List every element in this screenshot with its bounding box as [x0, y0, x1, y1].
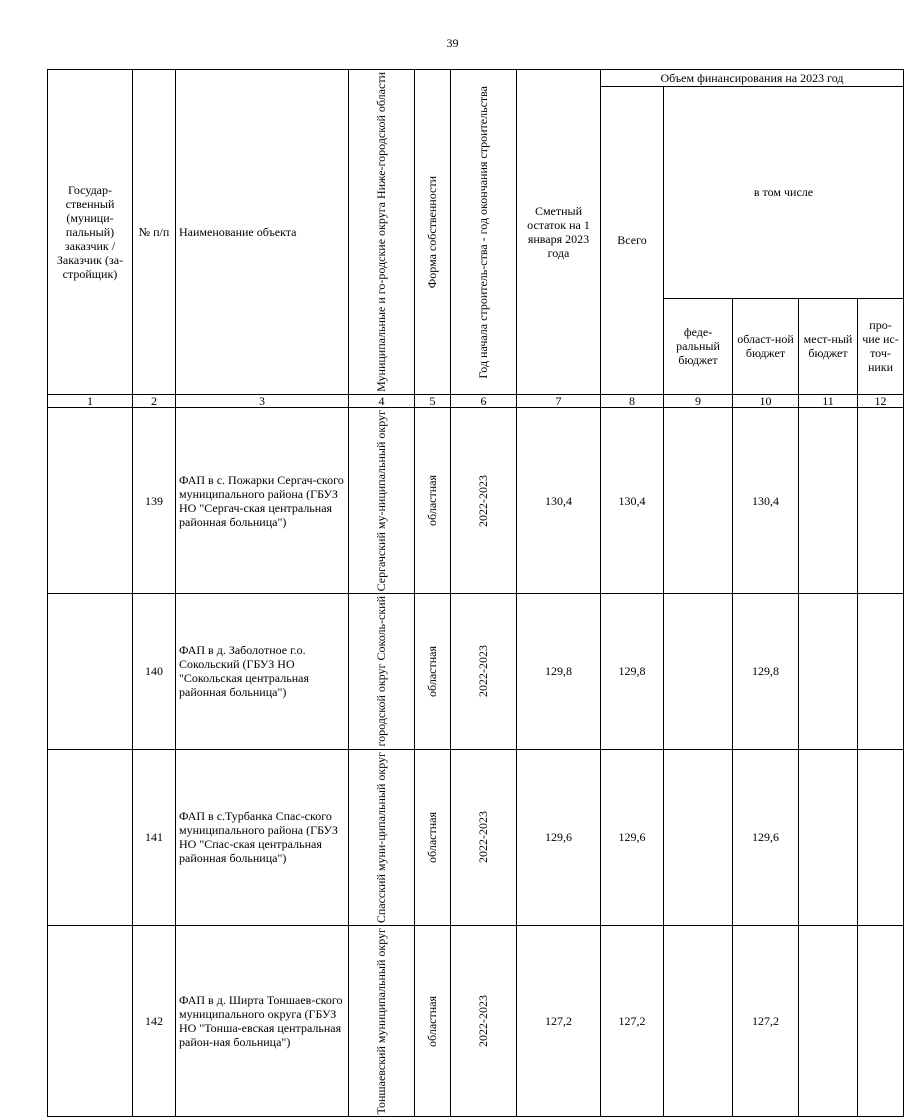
local-cell — [799, 594, 858, 749]
federal-cell — [664, 407, 733, 593]
remainder-cell: 129,6 — [517, 749, 601, 925]
page-number: 39 — [446, 36, 459, 50]
object-name: ФАП в д. Ширта Тоншаев-ского муниципального округа (ГБУЗ НО "Тонша-евская центральная район-ная больница") — [176, 925, 349, 1116]
ownership-cell: областная — [415, 594, 451, 749]
table-row — [48, 749, 904, 925]
total-cell: 130,4 — [601, 407, 664, 593]
ownership-cell: областная — [415, 925, 451, 1116]
other-cell — [858, 407, 904, 593]
remainder-cell: 129,8 — [517, 594, 601, 749]
local-cell — [799, 407, 858, 593]
row-number: 139 — [133, 407, 176, 593]
column-number: 12 — [858, 394, 904, 407]
column-number: 9 — [664, 394, 733, 407]
header-district: Муниципальные и го-родские округа Ниже-городской области — [349, 70, 415, 395]
object-name: ФАП в с.Турбанка Спас-ского муниципального района (ГБУЗ НО "Спас-ская центральная районная больница") — [176, 749, 349, 925]
header-number: № п/п — [133, 70, 176, 395]
federal-cell — [664, 749, 733, 925]
total-cell: 129,8 — [601, 594, 664, 749]
financing-table — [47, 69, 904, 1117]
regional-cell: 129,6 — [733, 749, 799, 925]
total-cell: 129,6 — [601, 749, 664, 925]
header-funding-group: Объем финансирования на 2023 год — [601, 70, 904, 87]
table-row — [48, 594, 904, 749]
column-number: 5 — [415, 394, 451, 407]
customer-cell — [48, 407, 133, 593]
header-remainder: Сметный остаток на 1 января 2023 года — [517, 70, 601, 395]
header-total: Всего — [601, 87, 664, 395]
header-other: про-чие ис-точ-ники — [858, 298, 904, 394]
district-cell: Тоншаевский муниципальный округ — [349, 925, 415, 1116]
regional-cell: 129,8 — [733, 594, 799, 749]
other-cell — [858, 925, 904, 1116]
total-cell: 127,2 — [601, 925, 664, 1116]
header-including: в том числе — [664, 87, 904, 299]
object-name: ФАП в с. Пожарки Сергач-ского муниципального района (ГБУЗ НО "Сергач-ская центральная районная больница") — [176, 407, 349, 593]
column-number: 1 — [48, 394, 133, 407]
years-cell: 2022-2023 — [451, 925, 517, 1116]
column-number: 4 — [349, 394, 415, 407]
regional-cell: 130,4 — [733, 407, 799, 593]
header-federal: феде-ральный бюджет — [664, 298, 733, 394]
header-object-name: Наименование объекта — [176, 70, 349, 395]
column-number: 6 — [451, 394, 517, 407]
customer-cell — [48, 749, 133, 925]
other-cell — [858, 749, 904, 925]
remainder-cell: 127,2 — [517, 925, 601, 1116]
header-ownership: Форма собственности — [415, 70, 451, 395]
row-number: 141 — [133, 749, 176, 925]
column-number: 10 — [733, 394, 799, 407]
local-cell — [799, 925, 858, 1116]
row-number: 140 — [133, 594, 176, 749]
regional-cell: 127,2 — [733, 925, 799, 1116]
column-number: 2 — [133, 394, 176, 407]
years-cell: 2022-2023 — [451, 594, 517, 749]
remainder-cell: 130,4 — [517, 407, 601, 593]
district-cell: городской округ Соколь-ский — [349, 594, 415, 749]
table-row — [48, 407, 904, 593]
other-cell — [858, 594, 904, 749]
years-cell: 2022-2023 — [451, 407, 517, 593]
column-number: 3 — [176, 394, 349, 407]
customer-cell — [48, 925, 133, 1116]
district-cell: Сергачский му-ниципальный округ — [349, 407, 415, 593]
header-local: мест-ный бюджет — [799, 298, 858, 394]
column-number: 11 — [799, 394, 858, 407]
column-number: 8 — [601, 394, 664, 407]
header-customer: Государ-ственный (муници-пальный) заказчик / Заказчик (за-стройщик) — [48, 70, 133, 395]
ownership-cell: областная — [415, 407, 451, 593]
ownership-cell: областная — [415, 749, 451, 925]
district-cell: Спасский муни-ципальный округ — [349, 749, 415, 925]
customer-cell — [48, 594, 133, 749]
local-cell — [799, 749, 858, 925]
years-cell: 2022-2023 — [451, 749, 517, 925]
object-name: ФАП в д. Заболотное г.о. Сокольский (ГБУЗ НО "Сокольская центральная районная больница") — [176, 594, 349, 749]
row-number: 142 — [133, 925, 176, 1116]
column-number: 7 — [517, 394, 601, 407]
federal-cell — [664, 925, 733, 1116]
header-regional: област-ной бюджет — [733, 298, 799, 394]
header-years: Год начала строитель-ства - год окончания строительства — [451, 70, 517, 395]
federal-cell — [664, 594, 733, 749]
table-row — [48, 925, 904, 1116]
